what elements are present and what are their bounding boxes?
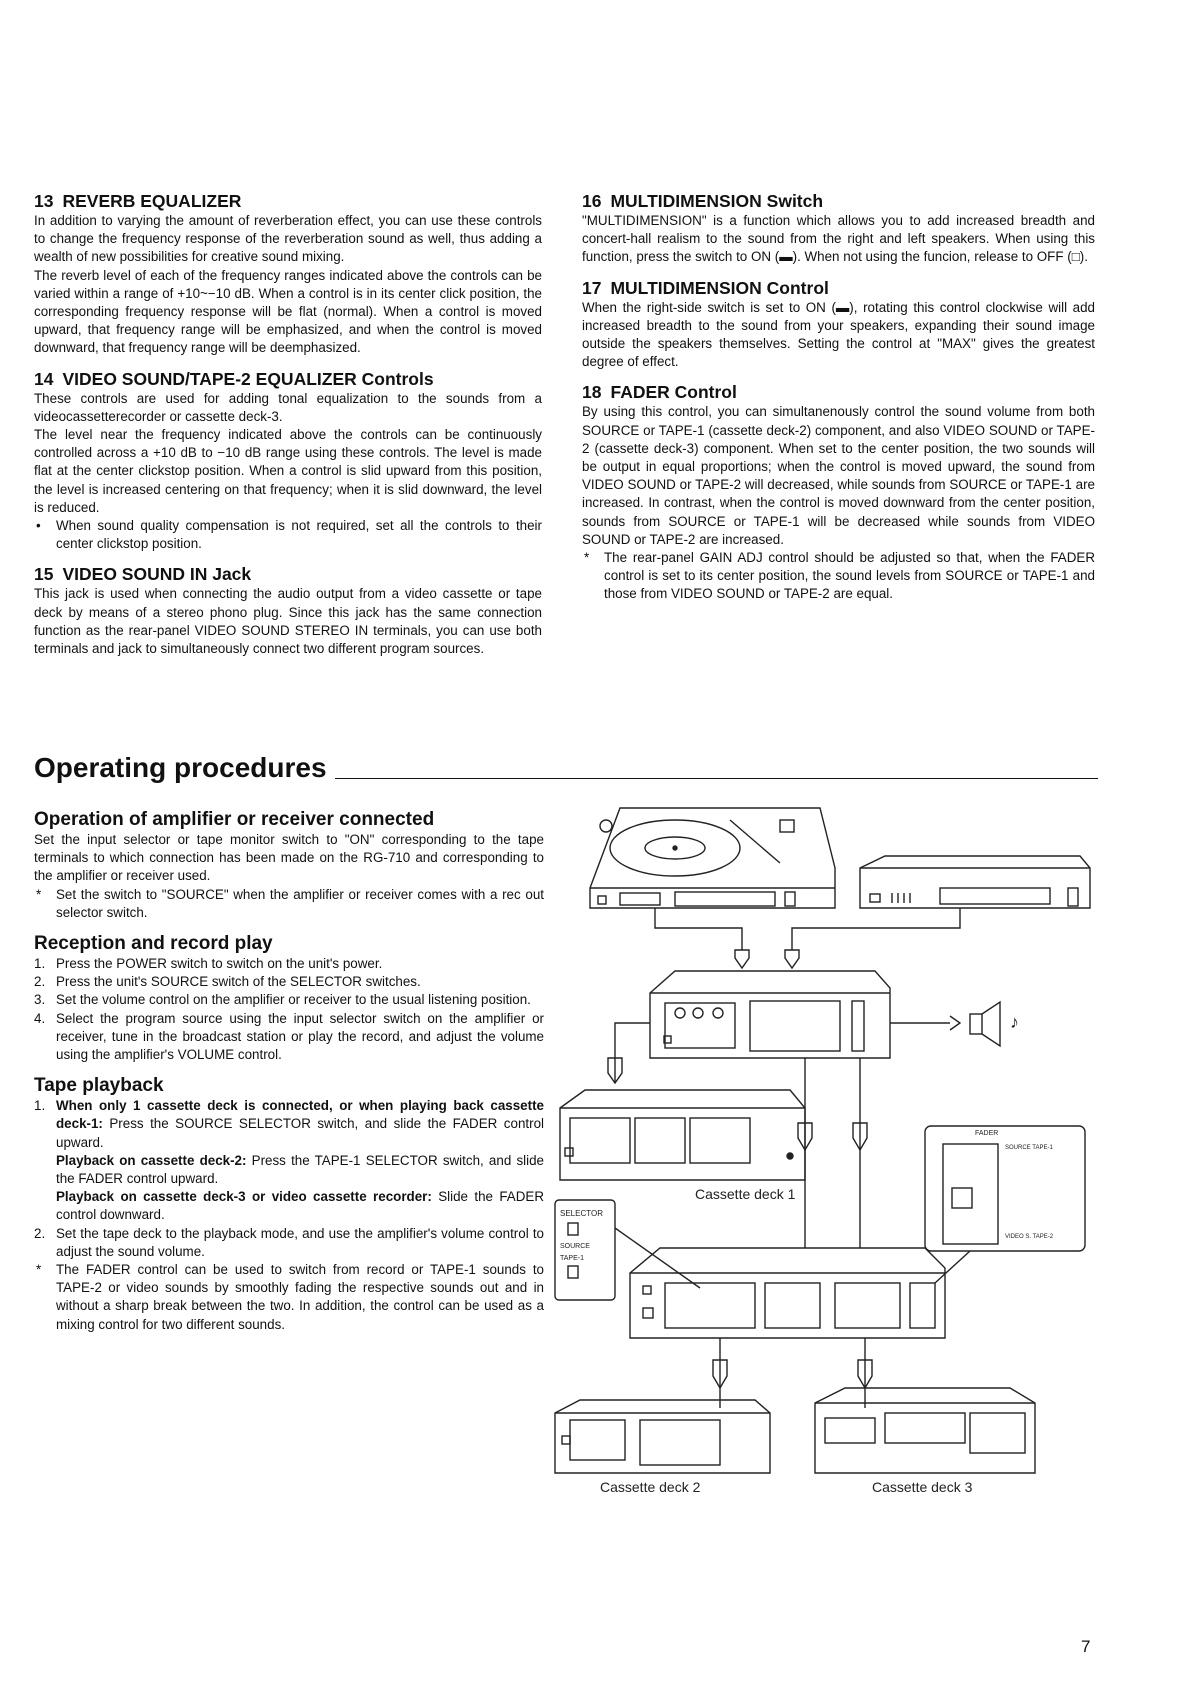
operating-procedures-title: Operating procedures [34,752,1098,784]
section-18-bullet: * The rear-panel GAIN ADJ control should be adjusted so that, when the FADER control is set to its center position, the sound levels from SOURCE or TAPE-1 and those from VIDEO SOUND or TAPE-2 are equal. [584,550,1095,602]
tape-heading: Tape playback [34,1075,164,1097]
amp-para: Set the input selector or tape monitor switch to "ON" corresponding to the tape terminals to which connection has been made on the RG-710 and corresponding to the amplifier or receiver used. [34,832,544,884]
cassette-deck-3-illustration [815,1388,1035,1473]
title-rule [335,778,1098,779]
tape1-label: TAPE-1 [560,1255,584,1262]
section-18 [582,382,1095,603]
section-17 [582,278,1095,372]
reception-step: 2. Press the unit's SOURCE switch of the SELECTOR switches. [34,974,421,990]
left-column [34,191,542,669]
reception-step: 3. Set the volume control on the amplifier or receiver to the usual listening position. [34,992,531,1008]
section-18-heading: 18 FADER Control [582,382,737,403]
tape-step-1: 1. When only 1 cassette deck is connected, or when playing back cassette deck-1: Press the SOURCE SELECTOR switch, and slide the FADER control upward. Playback on cassette deck-2: Press the TAPE-1 SELECTOR switch, and slide the FADER control upward. Playback on cassette deck-3 or video cassette recorder: Slide the FADER control downward. [34,1098,544,1223]
section-13-heading: 13 REVERB EQUALIZER [34,191,242,211]
section-14-para-1: These controls are used for adding tonal equalization to the sounds from a videocassetterecorder or cassette deck-3. [34,390,542,424]
reception-step: 4. Select the program source using the input selector switch on the amplifier or receiver, tune in the broadcast station or play the record, and adjust the volume using the amplifier's VOLUME control. [34,1010,544,1063]
amplifier-illustration [650,971,890,1058]
tape-steps [34,1097,544,1261]
tuner-illustration [860,856,1090,908]
caption-deck-3: Cassette deck 3 [872,1479,973,1495]
fader-callout [925,1126,1085,1283]
fader-source-label: SOURCE TAPE-1 [1005,1145,1053,1151]
fader-label: FADER [975,1130,999,1137]
caption-deck-1: Cassette deck 1 [695,1186,796,1202]
reception-heading: Reception and record play [34,933,273,955]
section-16-para-1: "MULTIDIMENSION" is a function which allows you to add increased breadth and concert-hall realism to the sound from the right and left speakers. When using this function, press the switch to ON (▬). When not using the funcion, release to OFF (□). [582,213,1095,265]
amp-bullet: * Set the switch to "SOURCE" when the amplifier or receiver comes with a rec out selector switch. [36,886,544,920]
page-number: 7 [1081,1637,1091,1656]
svg-text:♪: ♪ [1010,1012,1019,1032]
operating-column [34,809,544,1345]
tape-note: * The FADER control can be used to switch from record or TAPE-1 sounds to TAPE-2 or video sounds by smoothly fading the respective sounds out and in without a sharp break between the two. In addition, the control can be used as a mixing control for two different sounds. [36,1262,544,1332]
amp-heading: Operation of amplifier or receiver connected [34,809,435,830]
amp-section [34,809,544,922]
connection-diagram [560,808,1100,1508]
section-15 [34,564,542,658]
section-13 [34,191,542,358]
cassette-deck-2-illustration [555,1400,770,1473]
section-14-para-2: The level near the frequency indicated above the controls can be continuously controlled across a +10 dB to −10 dB range using these controls. The level is made flat at the center clickstop position. When a control is slid upward from this position, the level is increased centering on that frequency; when it is slid downward, the level is reduced. [34,427,542,515]
section-13-para-1: In addition to varying the amount of reverberation effect, you can use these controls to change the frequency response of the reverberation sound as well, thus adding a wealth of new possibilities for creative sound mixing. [34,213,542,265]
section-15-heading: 15 VIDEO SOUND IN Jack [34,564,252,585]
section-14-heading: 14 VIDEO SOUND/TAPE-2 EQUALIZER Controls [34,368,434,389]
right-column [582,191,1095,615]
section-16 [582,191,1095,267]
turntable-illustration [590,808,835,908]
reception-steps [34,955,544,1064]
selector-callout [555,1200,700,1300]
source-label: SOURCE [560,1243,590,1250]
section-17-heading: 17 MULTIDIMENSION Control [582,277,829,298]
section-13-para-2: The reverb level of each of the frequency ranges indicated above the controls can be varied within a range of +10~−10 dB. When a control is in its center click position, the corresponding frequency response will be flat (normal). When a control is moved upward, that frequency range will be emphasized, and when the control is moved downward, that frequency range will be deemphasized. [34,267,542,356]
section-16-heading: 16 MULTIDIMENSION Switch [582,191,824,211]
section-18-para-1: By using this control, you can simultanenously control the sound volume from both SOURCE or TAPE-1 (cassette deck-2) component, and also VIDEO SOUND or TAPE-2 (cassette deck-3) component. When set to the center position, the two sounds will be output in equal proportions; when the control is moved upward, the sound from VIDEO SOUND or TAPE-2 will decreased, while sounds from SOURCE or TAPE-1 are increased. In contrast, when the control is moved downward from the center position, sounds from SOURCE or TAPE-1 will be decreased while sounds from VIDEO SOUND or TAPE-2 are increased. [582,404,1095,547]
reception-section [34,933,544,1064]
section-14-bullet: • When sound quality compensation is not required, set all the controls to their center clickstop position. [36,518,542,552]
section-17-para-1: When the right-side switch is set to ON (▬), rotating this control clockwise will add increased breadth to the sound from your speakers, expanding their sound image outside the speakers themselves. Setting the control at "MAX" gives the greatest degree of effect. [582,299,1095,370]
reception-step: 1. Press the POWER switch to switch on the unit's power. [34,956,383,972]
cassette-deck-1-illustration [560,1090,805,1180]
rg-unit-illustration [630,1248,945,1338]
section-15-para-1: This jack is used when connecting the audio output from a video cassette or tape deck by means of a stereo phono plug. Since this jack has the same connection function as the rear-panel VIDEO SOUND STEREO IN terminals, you can use both terminals and jack to simultaneously connect two different program sources. [34,586,542,657]
selector-label: SELECTOR [560,1209,603,1218]
caption-deck-2: Cassette deck 2 [600,1479,701,1495]
fader-video-label: VIDEO S. TAPE-2 [1005,1234,1054,1240]
section-14 [34,369,542,554]
tape-step-2: 2. Set the tape deck to the playback mode, and use the amplifier's volume control to adjust the sound volume. [34,1225,544,1259]
tape-section [34,1075,544,1334]
